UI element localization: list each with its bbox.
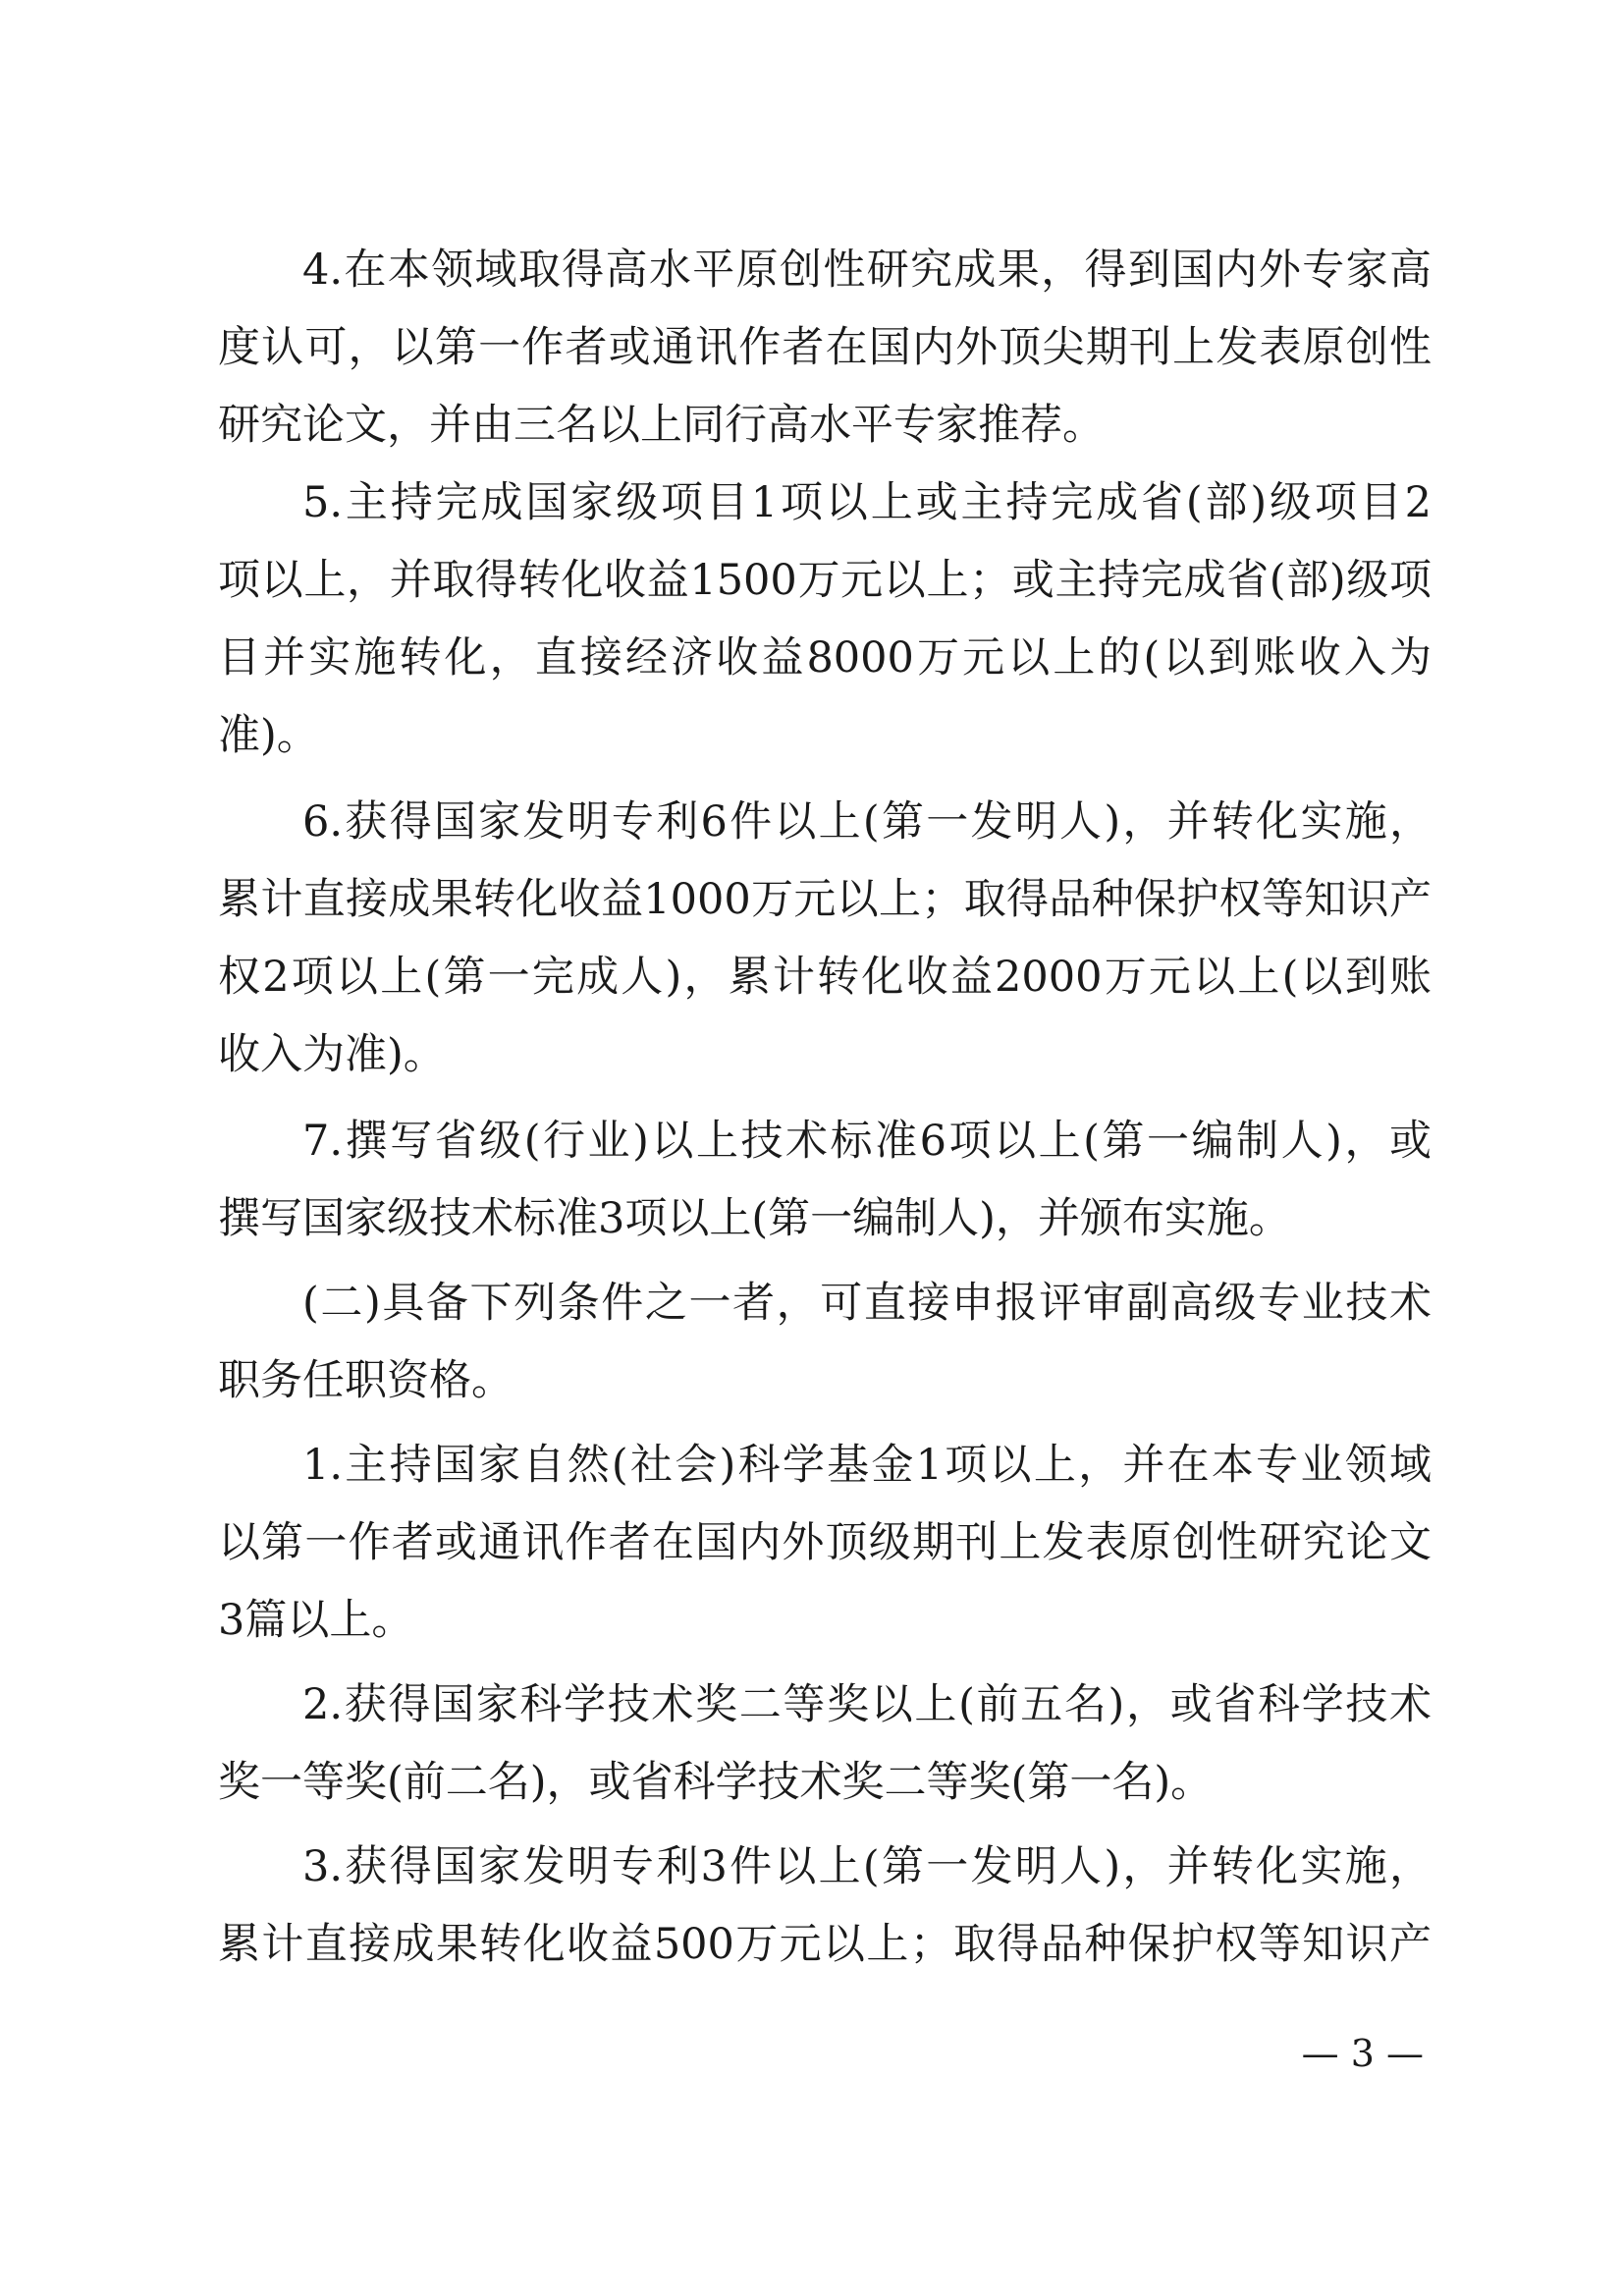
section-heading-line: 职务任职资格。 bbox=[218, 1356, 514, 1405]
page-number: — 3 — bbox=[1301, 2032, 1424, 2075]
text-line: 项以上，并取得转化收益1500万元以上；或主持完成省(部)级项 bbox=[218, 556, 1432, 605]
text-line: 准)。 bbox=[218, 711, 319, 760]
text-line: 1.主持国家自然(社会)科学基金1项以上，并在本专业领域 bbox=[302, 1441, 1432, 1490]
text-line: 3.获得国家发明专利3件以上(第一发明人)，并转化实施， bbox=[302, 1842, 1432, 1891]
text-line: 5.主持完成国家级项目1项以上或主持完成省(部)级项目2 bbox=[302, 478, 1432, 527]
text-line: 权2项以上(第一完成人)，累计转化收益2000万元以上(以到账 bbox=[218, 953, 1432, 1002]
text-line: 奖一等奖(前二名)，或省科学技术奖二等奖(第一名)。 bbox=[218, 1758, 1214, 1807]
text-line: 7.撰写省级(行业)以上技术标准6项以上(第一编制人)，或 bbox=[302, 1117, 1432, 1166]
text-line: 度认可，以第一作者或通讯作者在国内外顶尖期刊上发表原创性 bbox=[218, 323, 1432, 372]
text-line: 3篇以上。 bbox=[218, 1596, 414, 1645]
section-heading-line: (二)具备下列条件之一者，可直接申报评审副高级专业技术 bbox=[302, 1279, 1432, 1328]
text-line: 2.获得国家科学技术奖二等奖以上(前五名)，或省科学技术 bbox=[302, 1680, 1432, 1729]
text-line: 研究论文，并由三名以上同行高水平专家推荐。 bbox=[218, 401, 1105, 450]
text-line: 目并实施转化，直接经济收益8000万元以上的(以到账收入为 bbox=[218, 633, 1432, 683]
text-line: 收入为准)。 bbox=[218, 1030, 446, 1079]
text-line: 以第一作者或通讯作者在国内外顶级期刊上发表原创性研究论文 bbox=[218, 1518, 1432, 1567]
text-line: 累计直接成果转化收益1000万元以上；取得品种保护权等知识产 bbox=[218, 875, 1432, 924]
text-line: 累计直接成果转化收益500万元以上；取得品种保护权等知识产 bbox=[218, 1920, 1432, 1969]
text-line: 4.在本领域取得高水平原创性研究成果，得到国内外专家高 bbox=[302, 246, 1432, 295]
text-line: 6.获得国家发明专利6件以上(第一发明人)，并转化实施， bbox=[302, 797, 1432, 847]
text-line: 撰写国家级技术标准3项以上(第一编制人)，并颁布实施。 bbox=[218, 1194, 1291, 1243]
